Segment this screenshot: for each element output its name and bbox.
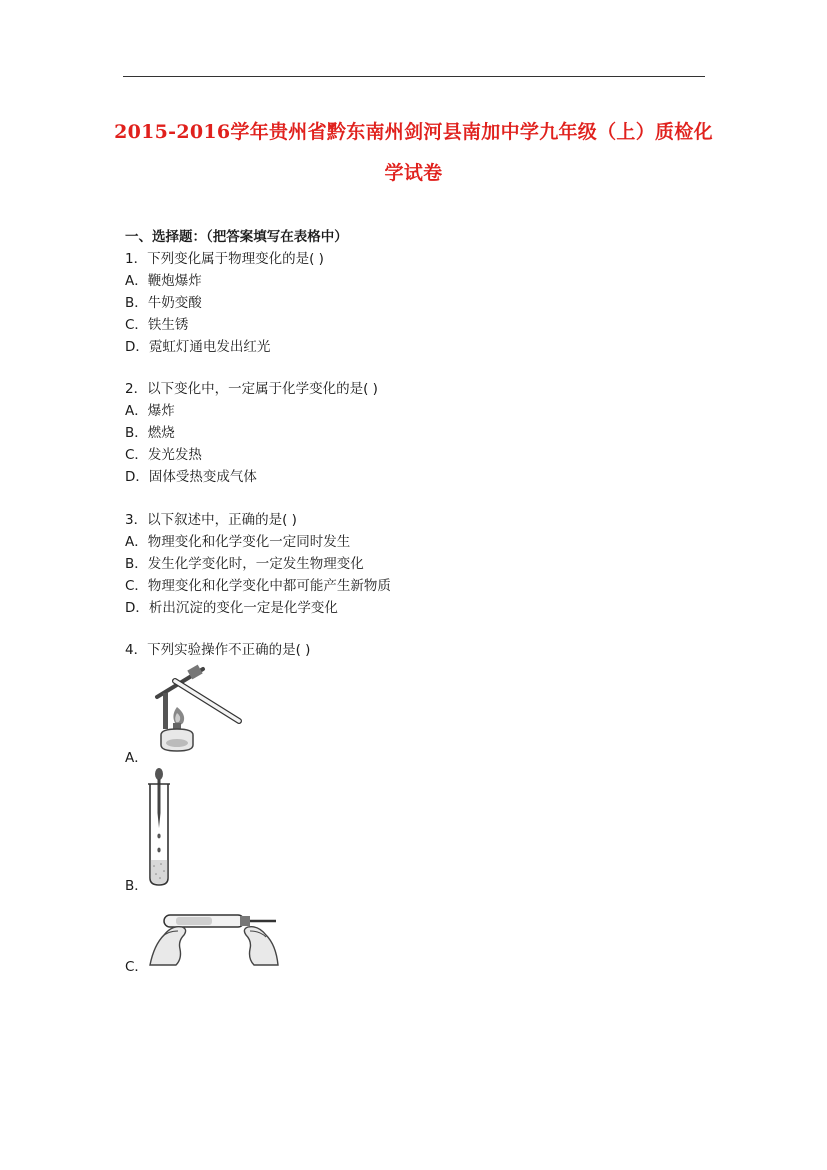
q2-option-b: B．燃烧 [125,425,175,441]
q1-option-a: A．鞭炮爆炸 [125,273,202,289]
question-1-stem: 1．下列变化属于物理变化的是( ) [125,251,324,267]
document-title-line2: 学试卷 [384,162,443,184]
q3-option-c: C．物理变化和化学变化中都可能产生新物质 [125,578,391,594]
figure-hands-with-tube [148,905,280,969]
q1-option-c: C．铁生锈 [125,317,189,333]
q4-option-b: B． [125,878,148,894]
q4-option-c: C． [125,959,148,975]
question-3-stem: 3．以下叙述中，正确的是( ) [125,512,297,528]
q3-option-b: B．发生化学变化时，一定发生物理变化 [125,556,364,572]
q2-option-c: C．发光发热 [125,447,202,463]
q3-option-a: A．物理变化和化学变化一定同时发生 [125,534,351,550]
header-rule [123,76,705,77]
q2-option-d: D．固体受热变成气体 [125,469,257,485]
q1-option-b: B．牛奶变酸 [125,295,202,311]
question-4-stem: 4．下列实验操作不正确的是( ) [125,642,311,658]
document-title-line1: 2015-2016学年贵州省黔东南州剑河县南加中学九年级（上）质检化 [114,121,713,143]
figure-dropper-in-tube [145,766,175,888]
figure-heating-test-tube [145,663,245,755]
q3-option-d: D．析出沉淀的变化一定是化学变化 [125,600,338,616]
q4-option-a: A． [125,750,148,766]
q1-option-d: D．霓虹灯通电发出红光 [125,339,271,355]
section-heading: 一、选择题：（把答案填写在表格中） [125,229,348,245]
question-2-stem: 2．以下变化中，一定属于化学变化的是( ) [125,381,378,397]
q2-option-a: A．爆炸 [125,403,175,419]
